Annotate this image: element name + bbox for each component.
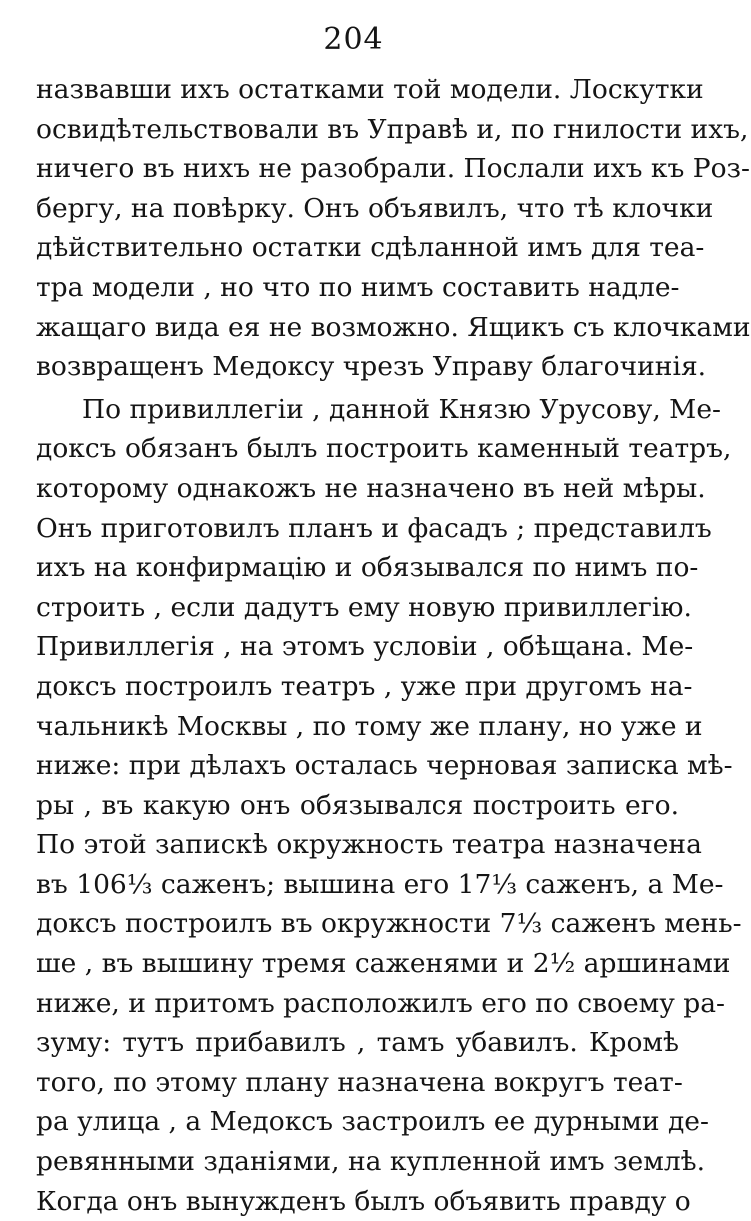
- text-line: По этой запискѣ окружность театра назначена: [36, 829, 702, 861]
- text-line: которому однакожъ не назначено въ ней мѣры.: [36, 472, 706, 504]
- text-line: По привиллегіи , данной Князю Урусову, Ме-: [82, 393, 721, 425]
- text-line: ра улица , а Медоксъ застроилъ ее дурными де-: [36, 1106, 709, 1138]
- text-line: того, по этому плану назначена вокругъ теат-: [36, 1066, 683, 1098]
- text-line: освидѣтельствовали въ Управѣ и, по гнилости ихъ,: [36, 113, 749, 145]
- text-line: зуму: тутъ прибавилъ , тамъ убавилъ. Кромѣ: [36, 1027, 679, 1059]
- text-line: ры , въ какую онъ обязывался построить его.: [36, 789, 679, 821]
- text-line: Когда онъ вынужденъ былъ объявить правду о: [36, 1185, 691, 1217]
- text-line: дѣйствительно остатки сдѣланной имъ для теа-: [36, 232, 705, 264]
- text-line: ше , въ вышину тремя саженями и 2½ аршинами: [36, 948, 731, 980]
- text-line: ниже: при дѣлахъ осталась черновая записка мѣ-: [36, 750, 733, 782]
- text-line: возвращенъ Медоксу чрезъ Управу благочинія.: [36, 351, 707, 383]
- text-line: назвавши ихъ остатками той модели. Лоскутки: [36, 74, 704, 105]
- text-line: чальникѣ Москвы , по тому же плану, но уже и: [36, 710, 703, 742]
- paragraph-1: [36, 70, 751, 387]
- text-line: Привиллегія , на этомъ условіи , обѣщана. Ме-: [36, 631, 694, 663]
- text-line: строить , если дадутъ ему новую привиллегію.: [36, 591, 692, 623]
- body-text: [36, 70, 751, 1221]
- text-line: ничего въ нихъ не разобрали. Послали ихъ къ Роз-: [36, 153, 750, 185]
- text-line: Онъ приготовилъ планъ и фасадъ ; представилъ: [36, 512, 712, 544]
- text-line: бергу, на повѣрку. Онъ объявилъ, что тѣ клочки: [36, 192, 714, 224]
- text-line: доксъ построилъ въ окружности 7⅓ саженъ мень-: [36, 908, 742, 940]
- page-number: 204: [323, 22, 384, 57]
- text-line: ихъ на конфирмацію и обязывался по нимъ по-: [36, 552, 699, 584]
- text-line: ревянными зданіями, на купленной имъ землѣ.: [36, 1146, 706, 1178]
- text-line: ниже, и притомъ расположилъ его по своему ра-: [36, 987, 726, 1019]
- text-line: въ 106⅓ саженъ; вышина его 17⅓ саженъ, а Ме-: [36, 868, 724, 900]
- text-line: тра модели , но что по нимъ составить надле-: [36, 271, 680, 303]
- text-line: доксъ построилъ театръ , уже при другомъ на-: [36, 670, 693, 702]
- text-line: доксъ обязанъ былъ построить каменный театръ,: [36, 433, 732, 465]
- paragraph-2: [36, 390, 742, 1221]
- text-line: жащаго вида ея не возможно. Ящикъ съ клочками: [36, 311, 751, 343]
